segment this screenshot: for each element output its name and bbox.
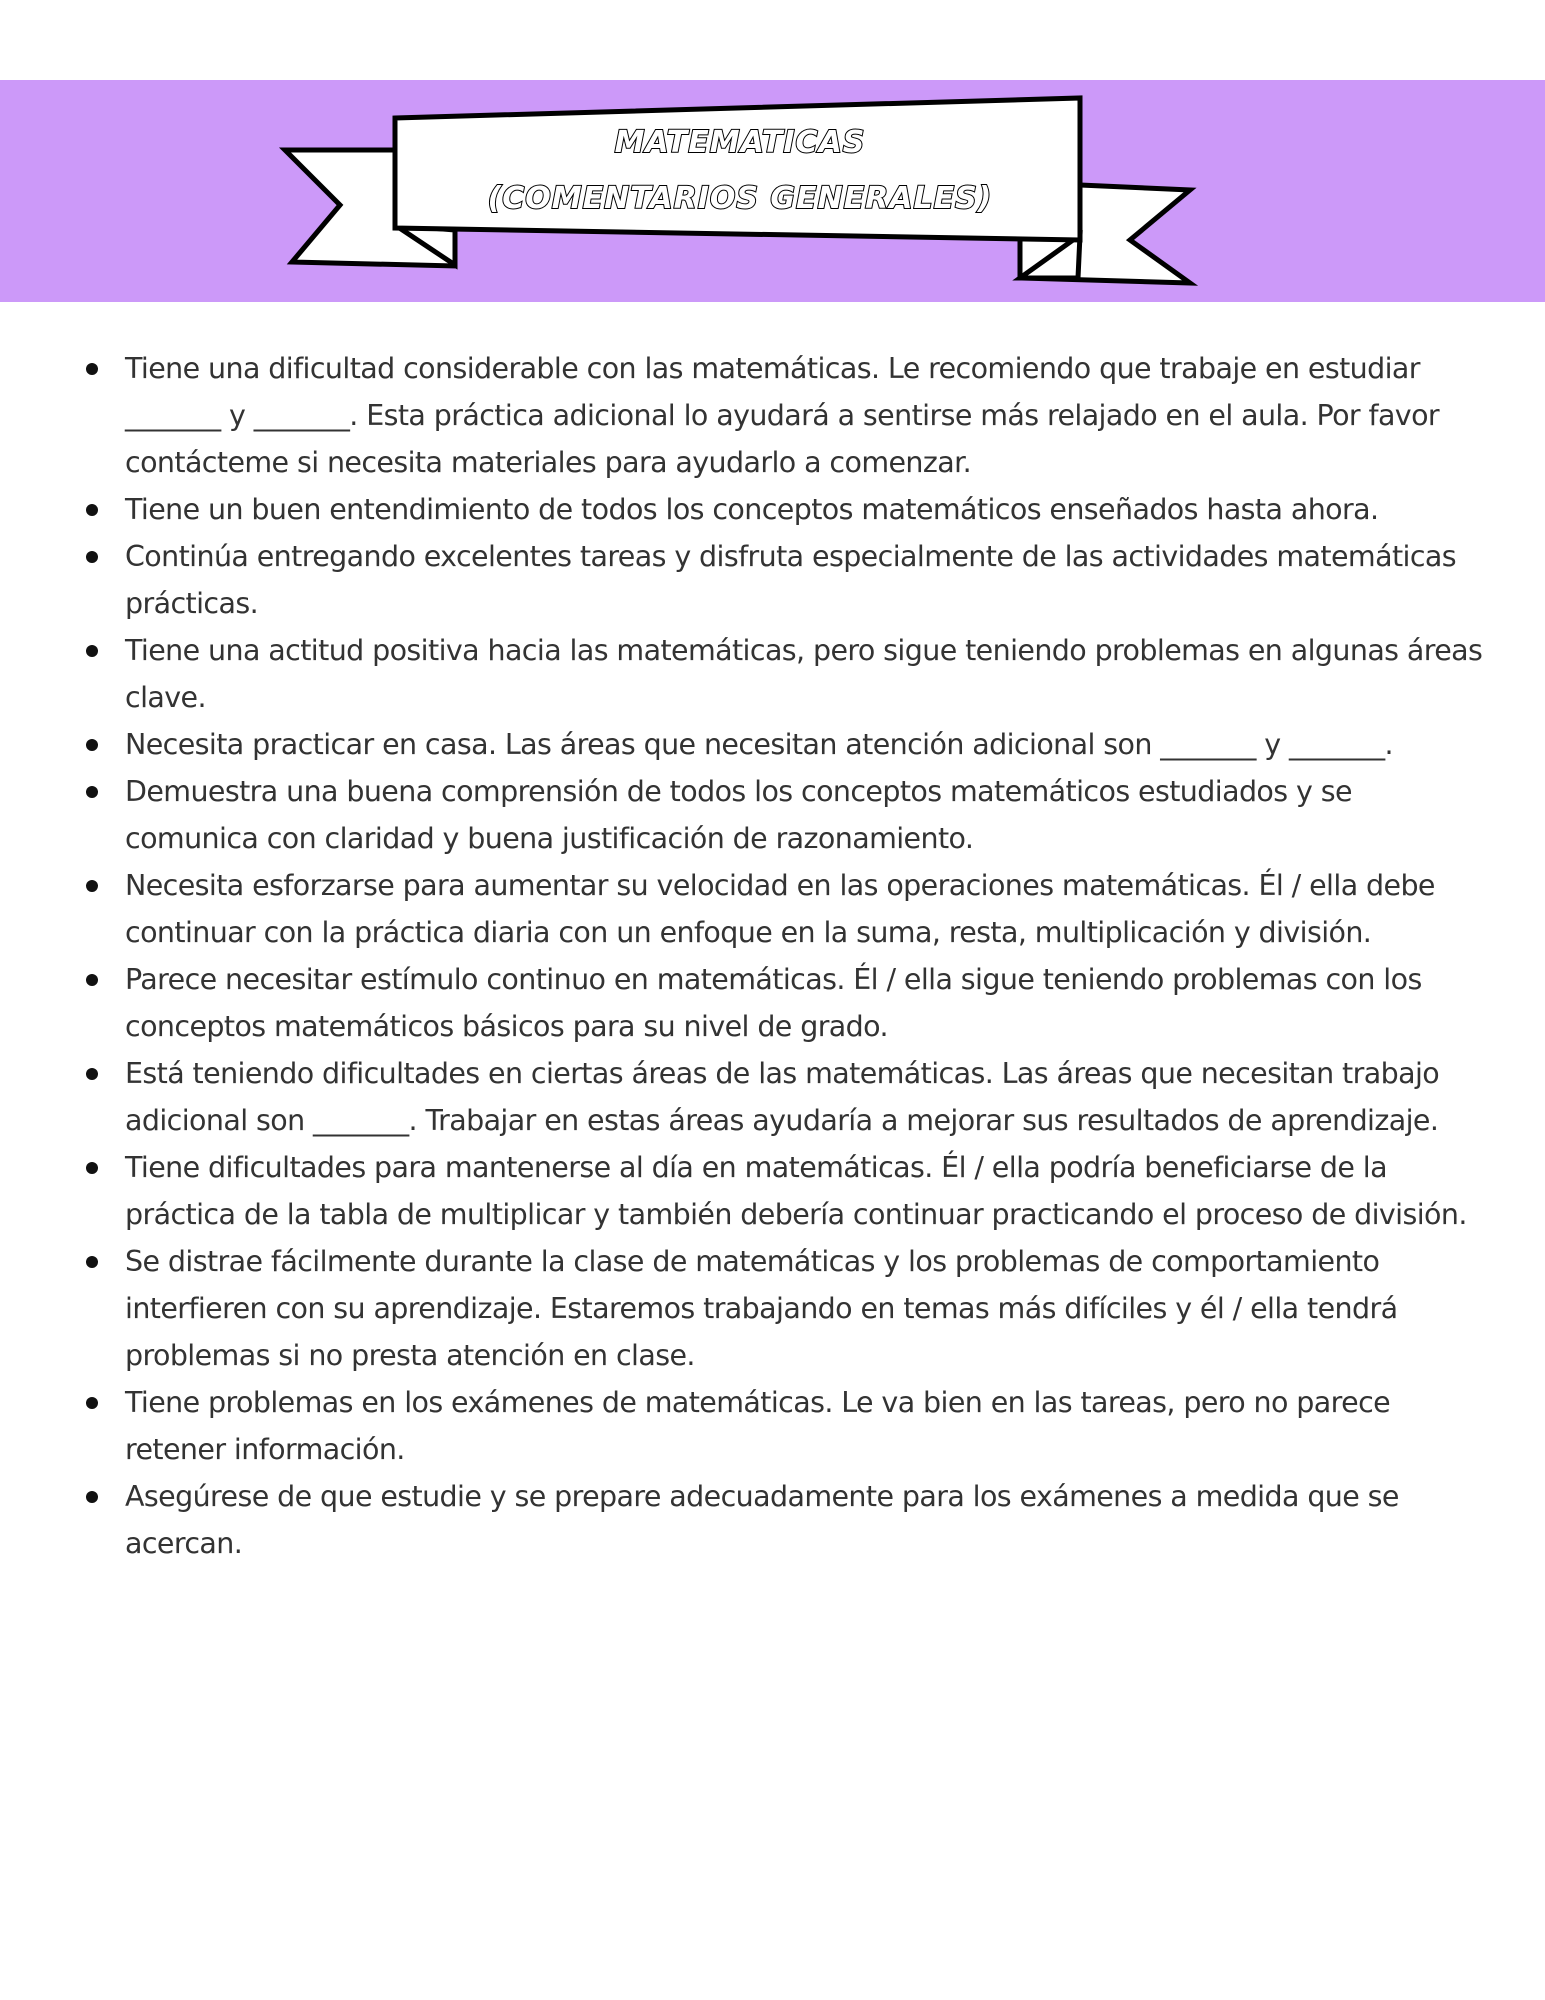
list-item [80,1379,1490,1473]
bullet-icon [86,1068,98,1080]
comment-text: Se distrae fácilmente durante la clase de matemáticas y los problemas de comportamiento interfieren con su aprendizaje. Estaremos trabajando en temas más difíciles y él / ella tendrá problemas si no presta atención en clase. [125,1245,1398,1372]
list-item [80,862,1490,956]
bullet-icon [86,880,98,892]
comment-text: Tiene una actitud positiva hacia las matemáticas, pero sigue teniendo problemas en algunas áreas clave. [125,634,1483,714]
bullet-icon [86,786,98,798]
list-item [80,345,1490,486]
comment-text: Tiene un buen entendimiento de todos los conceptos matemáticos enseñados hasta ahora. [125,493,1379,526]
list-item [80,627,1490,721]
list-item [80,1144,1490,1238]
comment-text: Tiene una dificultad considerable con las matemáticas. Le recomiendo que trabaje en estudiar _______ y _______. Esta práctica adicional lo ayudará a sentirse más relajado en el aula. Por favor contácteme si necesita materiales para ayudarlo a comenzar. [125,352,1440,479]
bullet-icon [86,1256,98,1268]
list-item [80,956,1490,1050]
comment-text: Parece necesitar estímulo continuo en matemáticas. Él / ella sigue teniendo problemas con los conceptos matemáticos básicos para su nivel de grado. [125,963,1422,1043]
bullet-icon [86,363,98,375]
list-item [80,1473,1490,1567]
list-item [80,1050,1490,1144]
comment-text: Necesita esforzarse para aumentar su velocidad en las operaciones matemáticas. Él / ella debe continuar con la práctica diaria con un enfoque en la suma, resta, multiplicación y división. [125,869,1435,949]
comments-list [80,345,1490,1567]
bullet-icon [86,1397,98,1409]
comment-text: Continúa entregando excelentes tareas y disfruta especialmente de las actividades matemáticas prácticas. [125,540,1457,620]
banner-title-line1: MATEMATICAS [614,125,866,160]
banner-title-line2: (COMENTARIOS GENERALES) [487,181,993,216]
list-item [80,768,1490,862]
list-item [80,1238,1490,1379]
comment-text: Tiene problemas en los exámenes de matemáticas. Le va bien en las tareas, pero no parece retener información. [125,1386,1391,1466]
banner-title [395,115,1085,227]
bullet-icon [86,551,98,563]
list-item [80,721,1490,768]
bullet-icon [86,739,98,751]
comment-text: Está teniendo dificultades en ciertas áreas de las matemáticas. Las áreas que necesitan trabajo adicional son _______. Trabajar en estas áreas ayudaría a mejorar sus resultados de aprendizaje. [125,1057,1440,1137]
bullet-icon [86,1491,98,1503]
bullet-icon [86,645,98,657]
comment-text: Demuestra una buena comprensión de todos los conceptos matemáticos estudiados y se comunica con claridad y buena justificación de razonamiento. [125,775,1352,855]
comment-text: Asegúrese de que estudie y se prepare adecuadamente para los exámenes a medida que se acercan. [125,1480,1399,1560]
list-item [80,486,1490,533]
bullet-icon [86,974,98,986]
comment-text: Tiene dificultades para mantenerse al día en matemáticas. Él / ella podría beneficiarse de la práctica de la tabla de multiplicar y también debería continuar practicando el proceso de división. [125,1151,1467,1231]
bullet-icon [86,504,98,516]
list-item [80,533,1490,627]
comment-text: Necesita practicar en casa. Las áreas que necesitan atención adicional son _______ y _______. [125,728,1394,761]
bullet-icon [86,1162,98,1174]
